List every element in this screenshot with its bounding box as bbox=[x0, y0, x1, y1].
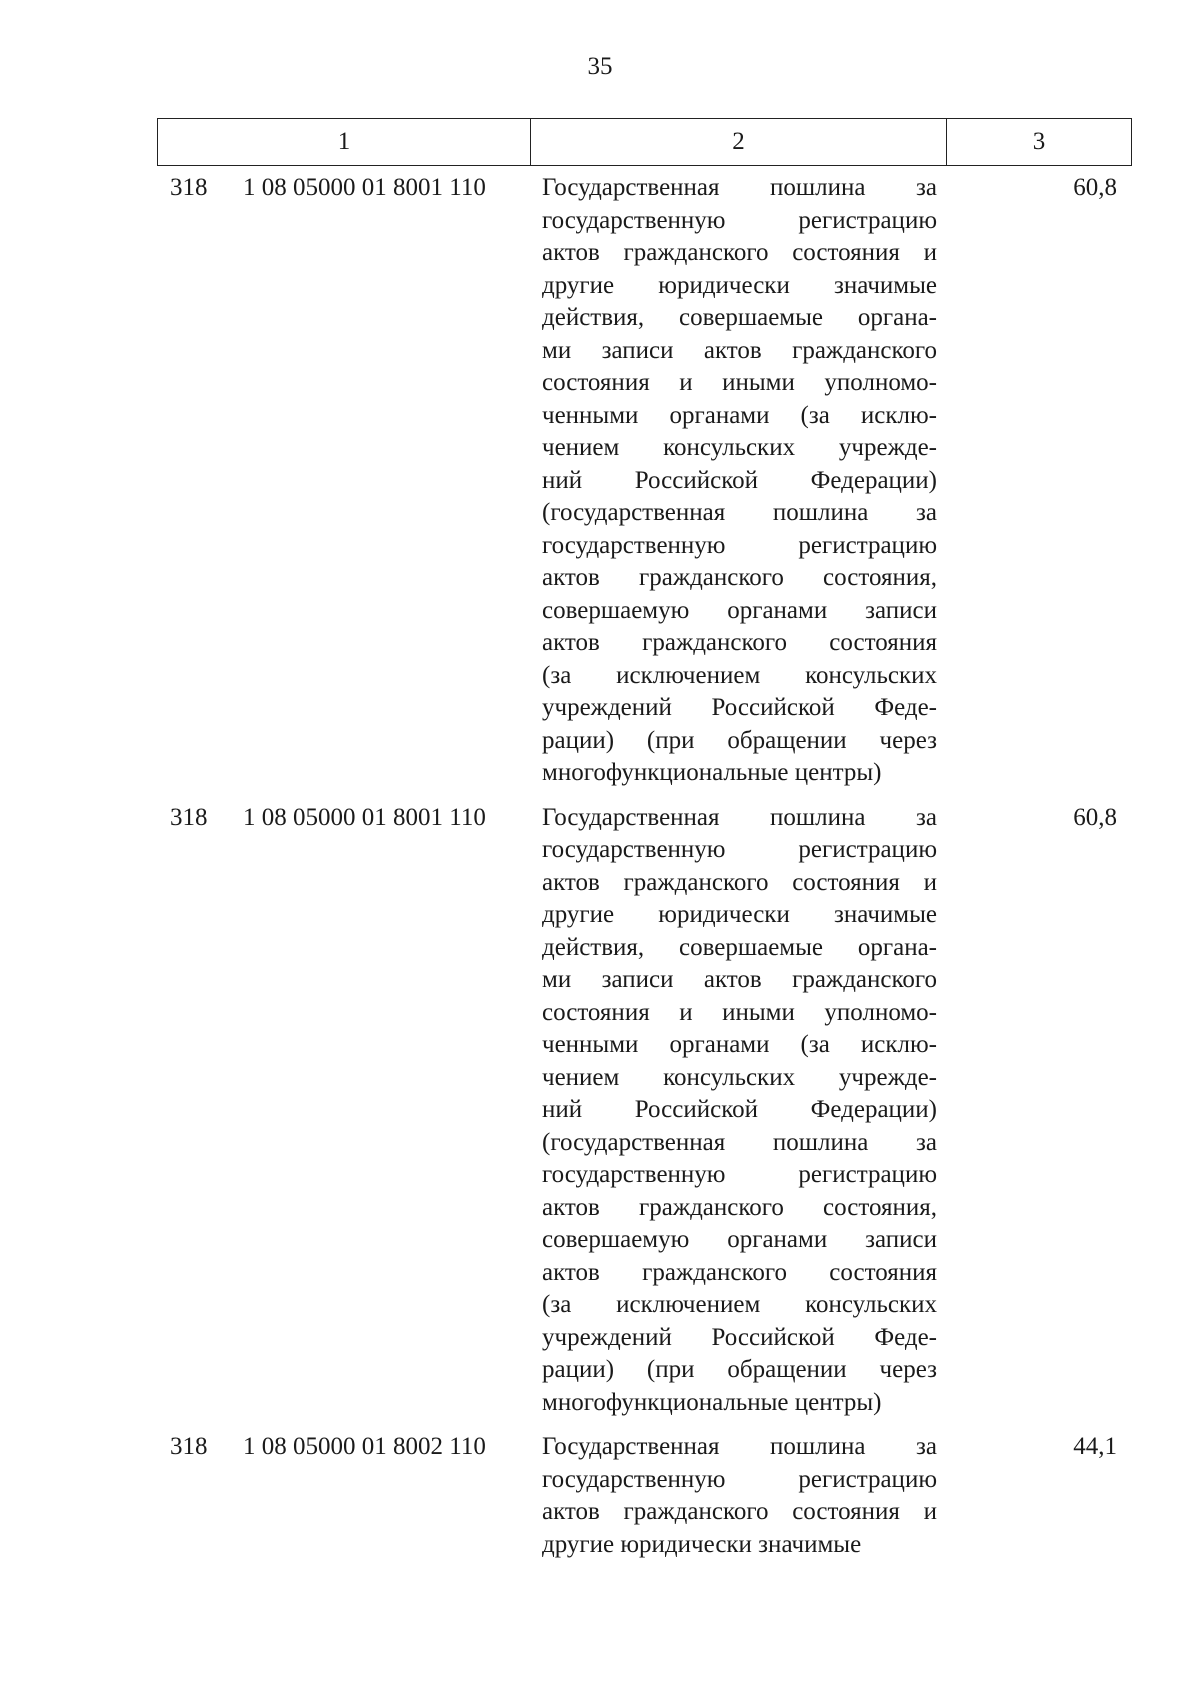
description-line: ний Российской Федерации) bbox=[542, 466, 937, 494]
table-row bbox=[157, 1431, 1132, 1561]
description-line: государственную регистрацию bbox=[542, 1161, 937, 1188]
description-line: ний Российской Федерации) bbox=[542, 1096, 937, 1123]
description-line: (за исключением консульских bbox=[542, 1291, 937, 1318]
amount-value: 44,1 bbox=[1073, 1433, 1117, 1460]
budget-classification-code: 1 08 05000 01 8001 110 bbox=[243, 174, 486, 201]
admin-code: 318 bbox=[170, 1433, 208, 1460]
admin-code: 318 bbox=[170, 803, 208, 831]
description-line: актов гражданского состояния, bbox=[542, 564, 937, 591]
description-line: Государственная пошлина за bbox=[542, 174, 937, 201]
description-line: актов гражданского состояния bbox=[542, 1258, 937, 1286]
description-line: ченными органами (за исклю- bbox=[542, 401, 937, 429]
description-line: актов гражданского состояния bbox=[542, 629, 937, 656]
revenue-description bbox=[542, 172, 937, 790]
table-body bbox=[157, 172, 1132, 1561]
description-line: государственную регистрацию bbox=[542, 836, 937, 863]
description-line: ченными органами (за исклю- bbox=[542, 1031, 937, 1058]
budget-classification-code: 1 08 05000 01 8002 110 bbox=[243, 1433, 486, 1460]
description-line: Государственная пошлина за bbox=[542, 1433, 937, 1460]
page-number: 35 bbox=[587, 53, 613, 80]
description-line: другие юридически значимые bbox=[542, 1530, 862, 1558]
description-line: актов гражданского состояния, bbox=[542, 1193, 937, 1221]
description-line: действия, совершаемые органа- bbox=[542, 304, 937, 331]
description-line: чением консульских учрежде- bbox=[542, 434, 937, 461]
revenue-description bbox=[542, 802, 937, 1420]
header-cell-3: 3 bbox=[1032, 128, 1046, 155]
description-line: (за исключением консульских bbox=[542, 661, 937, 689]
description-line: состояния и иными уполномо- bbox=[542, 998, 937, 1026]
description-line: состояния и иными уполномо- bbox=[542, 369, 937, 396]
description-line: учреждений Российской Феде- bbox=[542, 694, 937, 721]
amount-value: 60,8 bbox=[1073, 174, 1117, 201]
description-line: рации) (при обращении через bbox=[542, 726, 937, 754]
description-line: государственную регистрацию bbox=[542, 1465, 937, 1493]
header-cell-2: 2 bbox=[531, 119, 947, 165]
table-row bbox=[157, 802, 1132, 1420]
table-row bbox=[157, 172, 1132, 790]
description-line: государственную регистрацию bbox=[542, 206, 937, 234]
description-line: действия, совершаемые органа- bbox=[542, 933, 937, 961]
description-line: учреждений Российской Феде- bbox=[542, 1323, 937, 1351]
description-line: Государственная пошлина за bbox=[542, 803, 937, 831]
description-line: рации) (при обращении через bbox=[542, 1356, 937, 1383]
description-line: другие юридически значимые bbox=[542, 901, 937, 928]
header-cell-1: 1 bbox=[158, 119, 531, 165]
admin-code: 318 bbox=[170, 174, 208, 201]
description-line: (государственная пошлина за bbox=[542, 499, 937, 526]
budget-classification-code: 1 08 05000 01 8001 110 bbox=[243, 803, 486, 831]
description-line: чением консульских учрежде- bbox=[542, 1063, 937, 1091]
description-line: совершаемую органами записи bbox=[542, 596, 937, 624]
description-line: ми записи актов гражданского bbox=[542, 336, 937, 364]
description-line: многофункциональные центры) bbox=[542, 1388, 882, 1416]
revenue-description bbox=[542, 1431, 937, 1561]
description-line: многофункциональные центры) bbox=[542, 759, 882, 786]
description-line: актов гражданского состояния и bbox=[542, 1498, 937, 1525]
description-line: актов гражданского состояния и bbox=[542, 239, 937, 266]
description-line: актов гражданского состояния и bbox=[542, 868, 937, 896]
amount-value: 60,8 bbox=[1073, 803, 1117, 831]
table-header bbox=[157, 118, 1132, 166]
description-line: другие юридически значимые bbox=[542, 271, 937, 299]
description-line: государственную регистрацию bbox=[542, 531, 937, 559]
description-line: ми записи актов гражданского bbox=[542, 966, 937, 993]
description-line: совершаемую органами записи bbox=[542, 1226, 937, 1253]
description-line: (государственная пошлина за bbox=[542, 1128, 937, 1156]
